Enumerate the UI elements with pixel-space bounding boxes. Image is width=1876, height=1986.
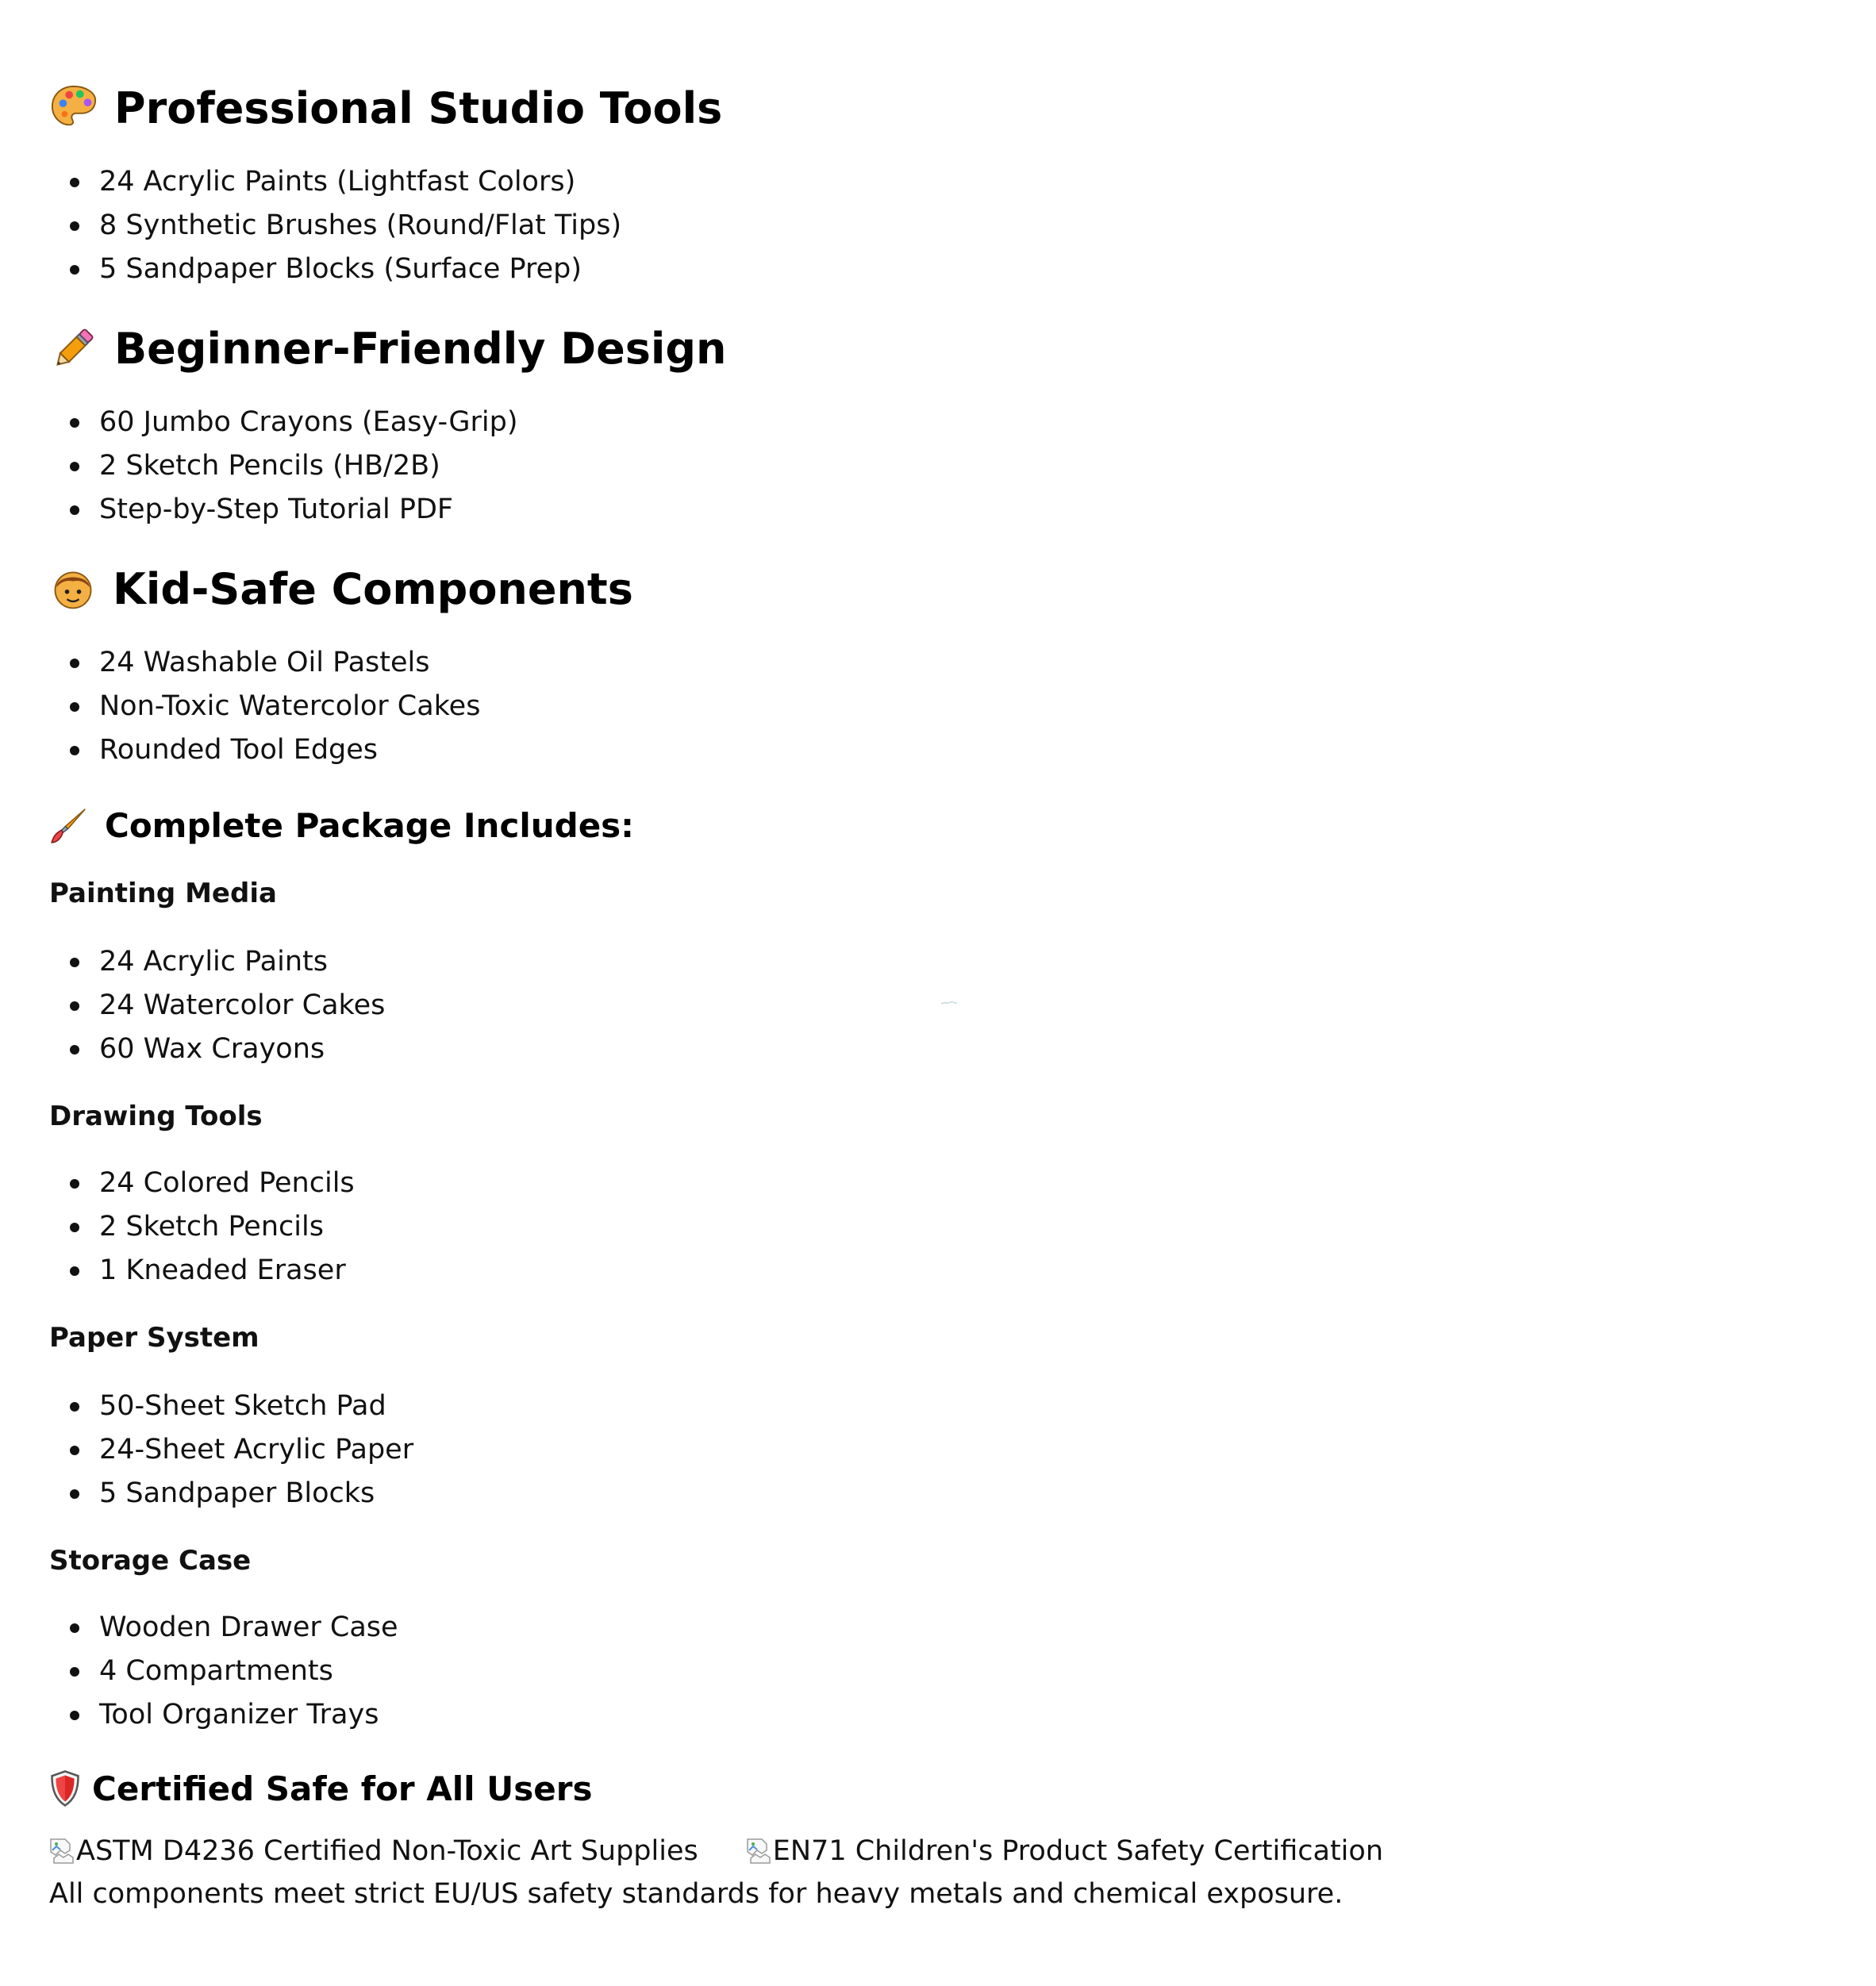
list-item: 2 Sketch Pencils (HB/2B) [49,444,1827,488]
list-item: Step-by-Step Tutorial PDF [49,488,1827,532]
palette-icon [49,83,98,133]
list-item: 24 Colored Pencils [49,1162,1827,1205]
en71-certification-image [746,1835,1383,1867]
group-heading-paper-system: Paper System [49,1322,259,1354]
list-item: Wooden Drawer Case [49,1606,1827,1650]
paintbrush-icon [49,805,89,845]
safety-note: All components meet strict EU/US safety standards for heavy metals and chemical exposure. [49,1878,1344,1910]
pencil-icon [49,324,98,373]
group-heading-drawing-tools: Drawing Tools [49,1101,263,1132]
storage-case-list [49,1606,1827,1737]
group-heading-storage-case: Storage Case [49,1545,252,1577]
list-item: 5 Sandpaper Blocks [49,1472,1827,1515]
studio-tools-list [49,160,1827,291]
list-item: Rounded Tool Edges [49,728,1827,772]
product-description [49,76,1827,1916]
section-title: Beginner-Friendly Design [114,323,727,374]
list-item: 50-Sheet Sketch Pad [49,1385,1827,1428]
section-heading-certified [49,1764,1827,1813]
list-item: 60 Jumbo Crayons (Easy-Grip) [49,401,1827,444]
child-icon [49,564,97,613]
list-item: 24 Washable Oil Pastels [49,641,1827,685]
painting-media-list [49,940,1827,1071]
paper-system-list [49,1385,1827,1515]
section-title: Professional Studio Tools [114,83,723,133]
section-heading-studio-tools [49,76,1827,140]
list-item: Non-Toxic Watercolor Cakes [49,685,1827,728]
certification-images [49,1829,1827,1873]
broken-image-icon [746,1838,771,1865]
beginner-design-list [49,401,1827,532]
section-title: Certified Safe for All Users [92,1769,593,1808]
section-heading-package [49,801,1827,850]
list-item: 24 Acrylic Paints (Lightfast Colors) [49,160,1827,204]
list-item: Tool Organizer Trays [49,1693,1827,1737]
shield-icon [49,1769,81,1807]
section-heading-beginner-design [49,317,1827,380]
list-item: 4 Compartments [49,1650,1827,1693]
section-heading-kid-safe [49,557,1827,620]
list-item: 8 Synthetic Brushes (Round/Flat Tips) [49,204,1827,248]
list-item: 2 Sketch Pencils [49,1205,1827,1249]
list-item: 24-Sheet Acrylic Paper [49,1428,1827,1472]
kid-safe-list [49,641,1827,772]
section-title: Complete Package Includes: [105,805,634,845]
image-alt-text: EN71 Children's Product Safety Certification [772,1834,1383,1867]
stray-mark [940,1001,959,1005]
broken-image-icon [49,1838,75,1865]
astm-certification-image [49,1835,698,1867]
group-heading-painting-media: Painting Media [49,878,277,909]
list-item: 60 Wax Crayons [49,1028,1827,1071]
list-item: 5 Sandpaper Blocks (Surface Prep) [49,248,1827,291]
list-item: 24 Watercolor Cakes [49,984,1827,1028]
image-alt-text: ASTM D4236 Certified Non-Toxic Art Supplies [76,1834,698,1867]
section-title: Kid-Safe Components [113,563,633,614]
list-item: 1 Kneaded Eraser [49,1249,1827,1293]
list-item: 24 Acrylic Paints [49,940,1827,984]
drawing-tools-list [49,1162,1827,1293]
